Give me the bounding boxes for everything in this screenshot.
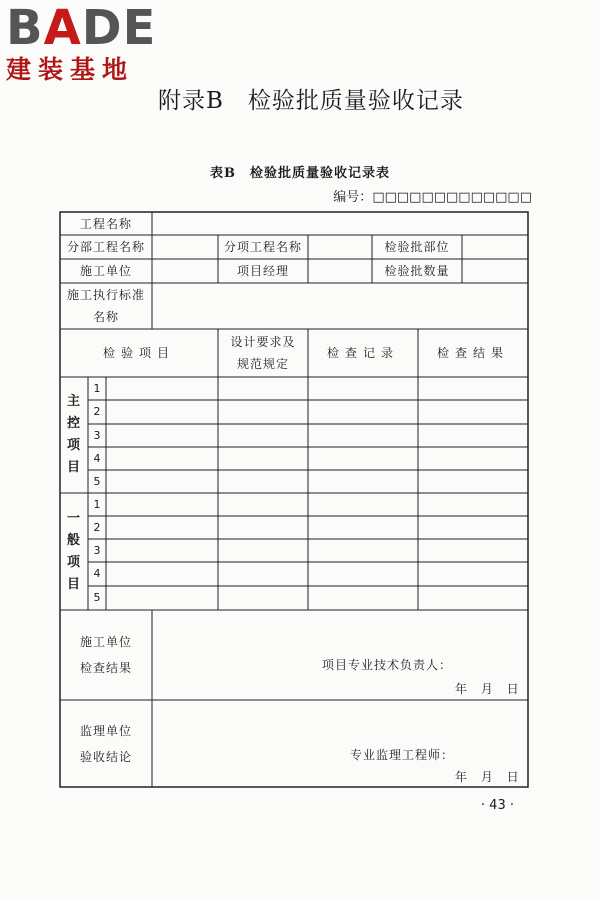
batch-quantity-label: 检验批数量 — [384, 264, 450, 278]
construction-check-label: 施工单位 检查结果 — [79, 635, 132, 675]
supervision-check-label: 监理单位 验收结论 — [79, 723, 132, 764]
general-item-number: 1 — [93, 497, 101, 511]
general-items-label: 一 般 项 目 — [66, 510, 81, 592]
logo-wordmark: BADE — [6, 0, 157, 56]
main-control-label: 主 控 项 目 — [66, 394, 81, 475]
serial-number: 编号：□□□□□□□□□□□□□ — [333, 190, 532, 205]
inspection-part-label: 检验批部位 — [384, 240, 450, 254]
check-record-header: 检查记录 — [326, 346, 399, 360]
main-item-number: 1 — [93, 381, 101, 395]
supervision-engineer-signature: 专业监理工程师： — [350, 748, 455, 762]
standard-name-label: 施工执行标准 名称 — [66, 288, 145, 324]
general-item-number: 3 — [93, 543, 101, 557]
logo-chinese: 建装基地 — [6, 55, 135, 84]
construction-unit-label: 施工单位 — [79, 264, 132, 278]
supervision-check-date: 年 月 日 — [455, 770, 520, 784]
main-item-number: 2 — [93, 405, 101, 418]
project-manager-label: 项目经理 — [236, 264, 289, 278]
main-item-number: 3 — [93, 428, 101, 442]
main-item-number: 5 — [93, 474, 101, 488]
appendix-title: 附录B 检验批质量验收记录 — [158, 88, 464, 114]
technical-manager-signature: 项目专业技术负责人： — [322, 658, 453, 672]
sub-division-label: 分部工程名称 — [66, 240, 145, 254]
sub-item-label: 分项工程名称 — [223, 240, 302, 254]
general-item-number: 2 — [93, 520, 101, 534]
design-requirement-header: 设计要求及 规范规定 — [230, 335, 296, 371]
project-name-label: 工程名称 — [79, 216, 132, 231]
inspection-item-header: 检验项目 — [102, 346, 175, 360]
general-item-number: 4 — [93, 567, 101, 580]
table-caption: 表B 检验批质量验收记录表 — [210, 166, 390, 181]
general-item-number: 5 — [93, 591, 101, 604]
construction-check-date: 年 月 日 — [455, 682, 520, 696]
main-item-number: 4 — [93, 451, 101, 465]
check-result-header: 检查结果 — [436, 346, 509, 360]
page-number: · 43 · — [480, 798, 514, 813]
